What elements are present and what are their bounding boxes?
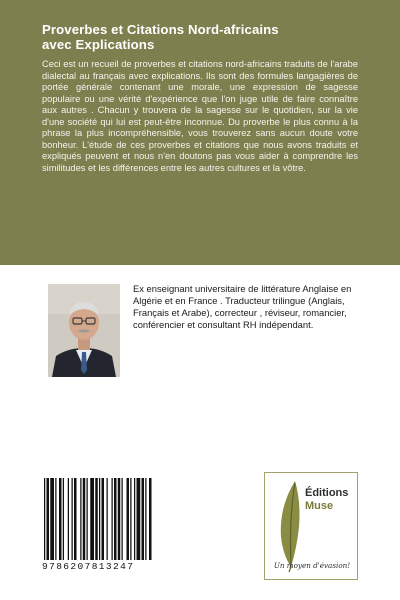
barcode-bar	[107, 478, 108, 560]
barcode-bar	[95, 478, 98, 560]
barcode-bar	[74, 478, 77, 560]
isbn-barcode	[42, 478, 190, 578]
barcode-bar	[149, 478, 152, 560]
author-photo	[48, 284, 120, 377]
barcode-bar	[72, 478, 73, 560]
publisher-logo	[264, 472, 358, 580]
publisher-name-line-2: Muse	[305, 500, 334, 512]
publisher-tagline: Un moyen d'évasion!	[273, 561, 351, 570]
book-title	[42, 22, 358, 52]
author-portrait-icon	[48, 284, 120, 377]
barcode-icon	[42, 478, 190, 560]
barcode-bar	[80, 478, 81, 560]
barcode-bar	[114, 478, 117, 560]
barcode-bar	[122, 478, 123, 560]
isbn-digits: 9786207813247	[42, 561, 135, 572]
author-bio: Ex enseignant universitaire de littérature Anglaise en Algérie et en France . Traducteur trilingue (Anglais, Français et Arabe), correcteur , réviseur, romancier, conférencier et consultant RH indépendant.	[133, 283, 352, 330]
barcode-bar	[68, 478, 69, 560]
barcode-bar	[59, 478, 62, 560]
barcode-bar	[137, 478, 141, 560]
book-title-line-2: avec Explications	[42, 37, 155, 52]
barcode-bar	[50, 478, 54, 560]
barcode-bar	[55, 478, 56, 560]
barcode-bar	[142, 478, 145, 560]
barcode-bar	[87, 478, 88, 560]
barcode-bar	[112, 478, 113, 560]
barcode-bar	[47, 478, 50, 560]
barcode-bar	[63, 478, 64, 560]
barcode-bar	[83, 478, 86, 560]
book-description: Ceci est un recueil de proverbes et citations nord-africains traduits de l'arabe dialectal au français avec explications. Ils sont des formules langagières de portée générale contenant une morale, une expression de sagesse populaire ou une vérité d'expérience que l'on juge utile de faire connaître aux autres . Chacun y trouvera de la sagesse sur le quotidien, sur la vie d'une société qui lui est peut-être inconnue. Du proverbe le plus connu à la phrase la plus incompréhensible, vous trouverez sans aucun doute votre bonheur. L'étude de ces proverbes et citations que nous avons traduits et expliqués peuvent et nous n'en doutons pas vous aider à comprendre les similitudes et les différences entre les autres cultures et la vôtre.	[42, 59, 358, 173]
barcode-bar	[99, 478, 100, 560]
barcode-bar	[127, 478, 130, 560]
barcode-bar	[130, 478, 131, 560]
barcode-bar	[44, 478, 45, 560]
barcode-bar	[90, 478, 94, 560]
barcode-bar	[145, 478, 146, 560]
publisher-name-line-1: Éditions	[305, 487, 349, 499]
barcode-bar	[118, 478, 121, 560]
barcode-bar	[102, 478, 105, 560]
barcode-bar	[134, 478, 135, 560]
book-title-line-1: Proverbes et Citations Nord-africains	[42, 22, 279, 37]
back-cover-panel	[0, 0, 400, 265]
